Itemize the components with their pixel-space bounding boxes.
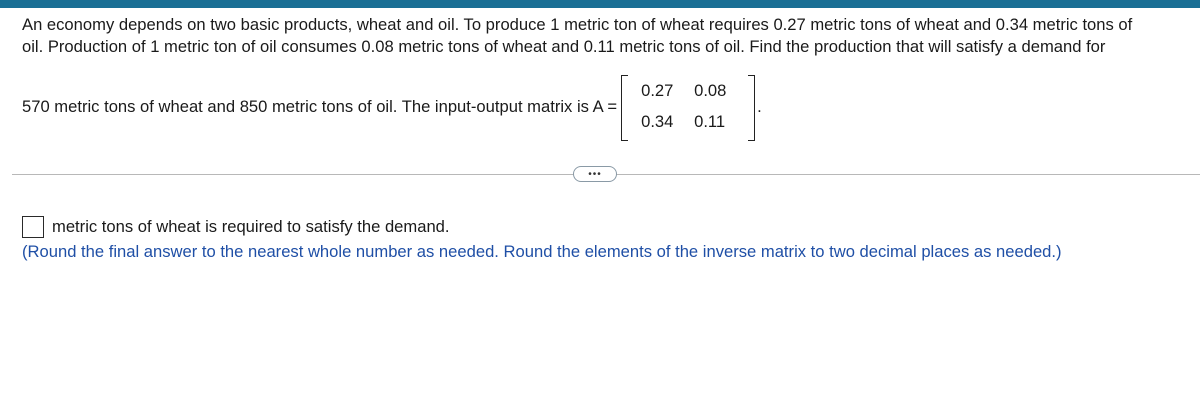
ellipsis-icon: •••	[588, 168, 602, 180]
matrix-right-bracket	[748, 75, 755, 141]
expand-more-button[interactable]	[573, 166, 617, 182]
question-text	[22, 14, 1200, 58]
matrix-left-bracket	[621, 75, 628, 141]
question-line-1: An economy depends on two basic products, wheat and oil. To produce 1 metric ton of wheat requires 0.27 metric tons of wheat and 0.34 metric tons of	[22, 15, 1133, 34]
rounding-instructions: (Round the final answer to the nearest whole number as needed. Round the elements of the inverse matrix to two decimal places as needed.)	[22, 242, 1062, 261]
matrix-period: .	[757, 97, 762, 116]
question-matrix-line	[22, 72, 762, 142]
answer-suffix: metric tons of wheat is required to satisfy the demand.	[52, 217, 450, 236]
input-output-matrix	[621, 75, 755, 139]
top-accent-bar	[0, 0, 1200, 8]
question-line-2: oil. Production of 1 metric ton of oil consumes 0.08 metric tons of wheat and 0.11 metric tons of oil. Find the production that will satisfy a demand for	[22, 37, 1106, 56]
answer-input[interactable]	[22, 216, 44, 238]
matrix-cell-r1c1: 0.11	[694, 112, 726, 131]
matrix-cell-r1c0: 0.34	[641, 112, 674, 131]
matrix-cell-r0c1: 0.08	[694, 81, 727, 100]
answer-line	[22, 216, 450, 238]
question-line-3: 570 metric tons of wheat and 850 metric tons of oil. The input-output matrix is A =	[22, 97, 618, 116]
matrix-cell-r0c0: 0.27	[641, 81, 674, 100]
